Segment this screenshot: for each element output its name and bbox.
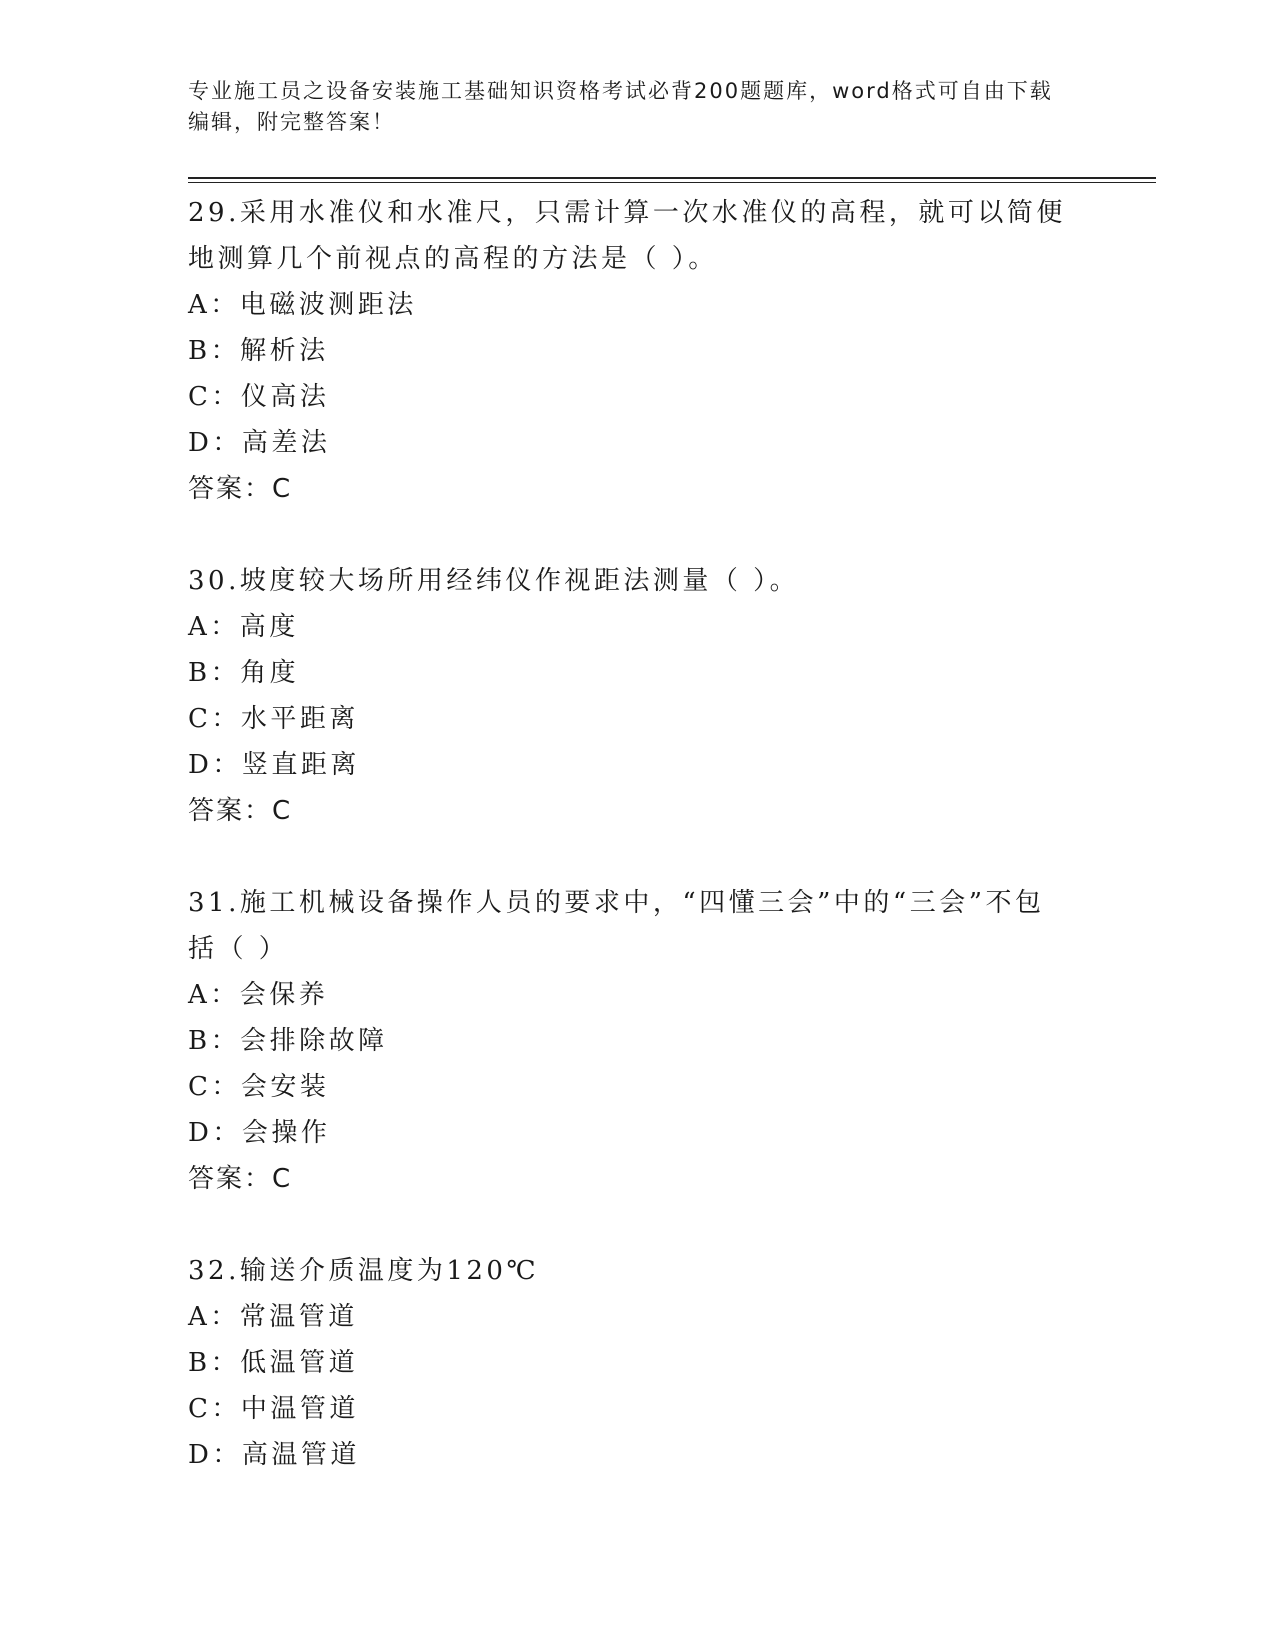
option-c (188, 1064, 1068, 1110)
answer-value: C (272, 796, 293, 826)
option-key: D： (188, 750, 242, 780)
option-text: 会保养 (239, 980, 329, 1010)
question-29 (188, 190, 1068, 512)
answer-value: C (272, 474, 293, 504)
option-a (188, 972, 1068, 1018)
option-key: C： (188, 382, 241, 412)
question-31 (188, 880, 1068, 1202)
option-a (188, 604, 1068, 650)
document-header: 专业施工员之设备安装施工基础知识资格考试必背200题题库，word格式可自由下载编辑，附完整答案！ (188, 79, 1053, 134)
option-d (188, 1432, 1068, 1478)
option-text: 低温管道 (240, 1348, 359, 1378)
option-key: A： (188, 612, 240, 642)
option-key: B： (188, 658, 241, 688)
option-a (188, 282, 1068, 328)
option-key: A： (188, 980, 240, 1010)
option-text: 角度 (240, 658, 300, 688)
answer-value: C (272, 1164, 293, 1194)
option-text: 中温管道 (240, 1394, 359, 1424)
option-key: B： (188, 1348, 241, 1378)
answer-label: 答案： (188, 796, 273, 826)
question-spacer (188, 1202, 1068, 1248)
option-text: 高差法 (241, 428, 331, 458)
option-text: 电磁波测距法 (239, 290, 417, 320)
option-key: D： (188, 1440, 242, 1470)
answer-line (188, 788, 1068, 834)
option-key: C： (188, 1394, 241, 1424)
answer-label: 答案： (188, 474, 273, 504)
option-text: 会操作 (241, 1118, 331, 1148)
option-key: C： (188, 1072, 241, 1102)
option-b (188, 650, 1068, 696)
answer-line (188, 1156, 1068, 1202)
option-key: D： (188, 1118, 242, 1148)
option-text: 高度 (239, 612, 299, 642)
option-key: B： (188, 1026, 241, 1056)
option-c (188, 1386, 1068, 1432)
option-c (188, 374, 1068, 420)
question-spacer (188, 834, 1068, 880)
option-key: A： (188, 290, 240, 320)
question-32 (188, 1248, 1068, 1478)
option-text: 仪高法 (240, 382, 330, 412)
option-text: 竖直距离 (241, 750, 360, 780)
header-rule-thick (188, 177, 1156, 179)
question-stem: 32.输送介质温度为120℃ (188, 1256, 540, 1286)
option-b (188, 1018, 1068, 1064)
option-text: 水平距离 (240, 704, 359, 734)
option-text: 高温管道 (241, 1440, 360, 1470)
option-text: 会安装 (240, 1072, 330, 1102)
question-30 (188, 558, 1068, 834)
question-list (188, 190, 1068, 1478)
answer-line (188, 466, 1068, 512)
option-d (188, 1110, 1068, 1156)
option-text: 会排除故障 (240, 1026, 388, 1056)
header-rule-thin (188, 182, 1156, 183)
option-d (188, 420, 1068, 466)
option-text: 常温管道 (239, 1302, 358, 1332)
option-key: B： (188, 336, 241, 366)
question-stem: 30.坡度较大场所用经纬仪作视距法测量（ ）。 (188, 566, 800, 596)
option-key: D： (188, 428, 242, 458)
option-text: 解析法 (240, 336, 329, 366)
option-a (188, 1294, 1068, 1340)
option-key: A： (188, 1302, 240, 1332)
answer-label: 答案： (188, 1164, 273, 1194)
question-stem: 31.施工机械设备操作人员的要求中，“四懂三会”中的“三会”不包括（ ） (188, 888, 1045, 964)
question-stem: 29.采用水准仪和水准尺，只需计算一次水准仪的高程，就可以简便地测算几个前视点的高程的方法是（ ）。 (188, 198, 1066, 274)
option-c (188, 696, 1068, 742)
option-d (188, 742, 1068, 788)
option-b (188, 1340, 1068, 1386)
option-b (188, 328, 1068, 374)
option-key: C： (188, 704, 241, 734)
question-spacer (188, 512, 1068, 558)
